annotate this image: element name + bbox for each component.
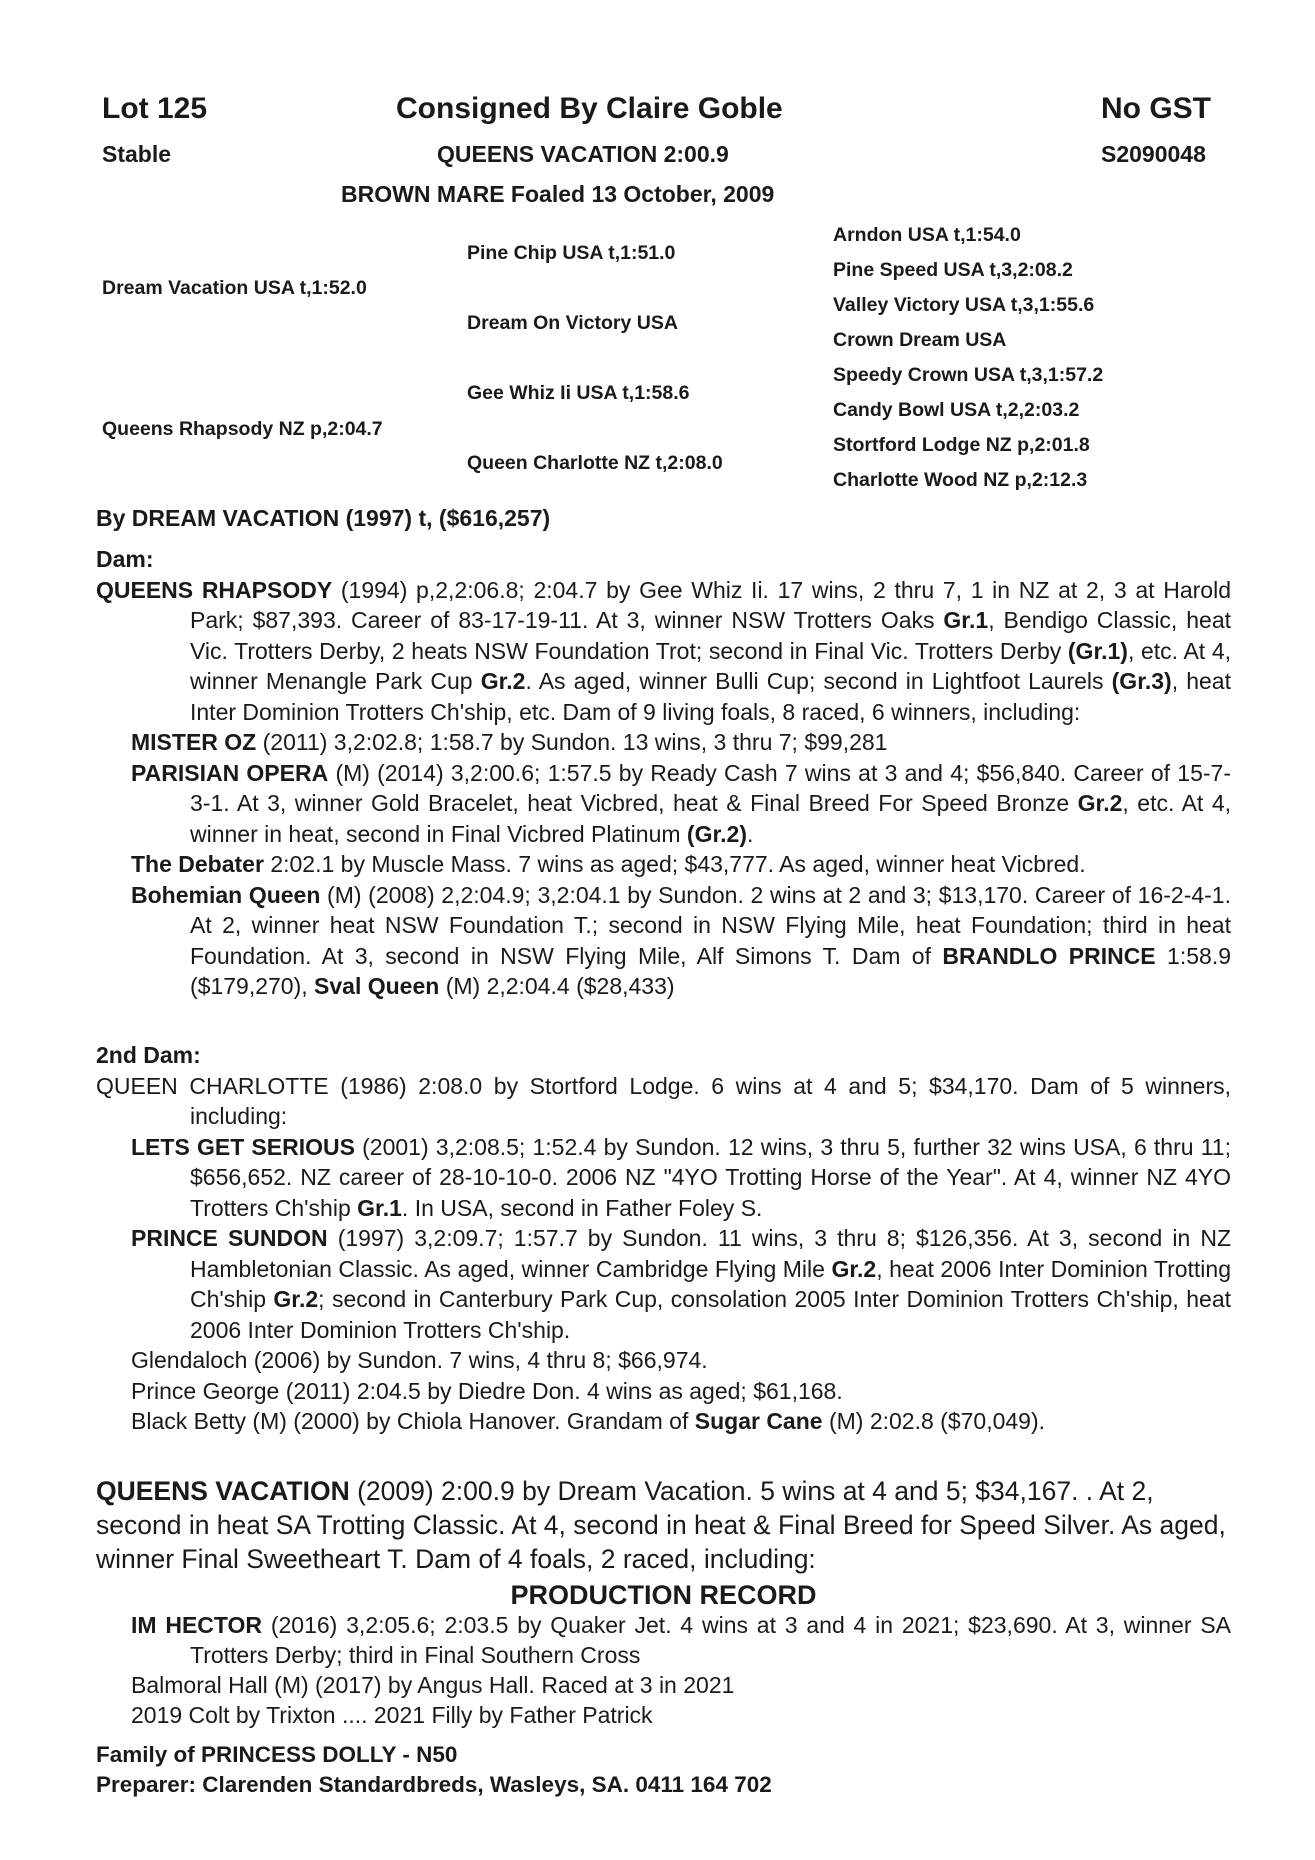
dam-entry: QUEENS RHAPSODY (1994) p,2,2:06.8; 2:04.7 by Gee Whiz Ii. 17 wins, 2 thru 7, 1 in NZ at 2, 3 at Harold Park; $87,393. Career of 83-17-19-11. At 3, winner NSW Trotters Oaks Gr.1, Bendigo Classic, heat Vic. Trotters Derby, 2 heats NSW Foundation Trot; second in Final Vic. Trotters Derby (Gr.1), etc. At 4, winner Menangle Park Cup Gr.2. As aged, winner Bulli Cup; second in Lightfoot Laurels (Gr.3), heat Inter Dominion Trotters Ch'ship, etc. Dam of 9 living foals, 8 raced, 6 winners, including: bbox=[96, 576, 1232, 725]
offspring-entry: MISTER OZ (2011) 3,2:02.8; 1:58.7 by Sundon. 13 wins, 3 thru 7; $99,281 bbox=[131, 729, 888, 755]
production-heading: PRODUCTION RECORD bbox=[510, 1580, 817, 1610]
pedigree-gen3-8: Charlotte Wood NZ p,2:12.3 bbox=[833, 469, 1088, 491]
pedigree-gen3-3: Valley Victory USA t,3,1:55.6 bbox=[833, 294, 1095, 316]
dam-name: QUEENS RHAPSODY bbox=[96, 576, 333, 603]
production-record bbox=[96, 1580, 1231, 1730]
progeny-entry: Black Betty (M) (2000) by Chiola Hanover. Grandam of Sugar Cane (M) 2:02.8 ($70,049). bbox=[131, 1408, 1046, 1434]
pedigree-dam-sire: Gee Whiz Ii USA t,1:58.6 bbox=[467, 382, 690, 404]
second-dam-heading: 2nd Dam: bbox=[96, 1042, 201, 1068]
progeny-entry: LETS GET SERIOUS (2001) 3,2:08.5; 1:52.4 by Sundon. 12 wins, 3 thru 5, further 32 wins USA, 6 thru 11; $656,652. NZ career of 28-10-10-0. 2006 NZ "4YO Trotting Horse of the Year". At 4, winner NZ 4YO Trotters Ch'ship Gr.1. In USA, second in Father Foley S. bbox=[131, 1133, 1231, 1221]
pedigree-gen3-1: Arndon USA t,1:54.0 bbox=[833, 224, 1021, 246]
second-dam-entry: QUEEN CHARLOTTE (1986) 2:08.0 by Stortford Lodge. 6 wins at 4 and 5; $34,170. Dam of 5 winners, including: bbox=[96, 1072, 1231, 1129]
pedigree-gen3-2: Pine Speed USA t,3,2:08.2 bbox=[833, 259, 1073, 281]
pedigree-sire-sire: Pine Chip USA t,1:51.0 bbox=[467, 242, 676, 264]
progeny-entry: Prince George (2011) 2:04.5 by Diedre Don. 4 wins as aged; $61,168. bbox=[131, 1377, 843, 1404]
preparer-line: Preparer: Clarenden Standardbreds, Wasleys, SA. 0411 164 702 bbox=[96, 1772, 772, 1797]
pedigree-gen3-6: Candy Bowl USA t,2,2:03.2 bbox=[833, 399, 1080, 421]
consignor: Consigned By Claire Goble bbox=[396, 92, 783, 125]
offspring-entry: PARISIAN OPERA (M) (2014) 3,2:00.6; 1:57.5 by Ready Cash 7 wins at 3 and 4; $56,840. Career of 15-7-3-1. At 3, winner Gold Bracelet, heat Vicbred, heat & Final Breed For Speed Bronze Gr.2, etc. At 4, winner in heat, second in Final Vicbred Platinum (Gr.2). bbox=[131, 759, 1231, 847]
pedigree-gen3-4: Crown Dream USA bbox=[833, 329, 1007, 351]
reference-code: S2090048 bbox=[1101, 141, 1206, 167]
progeny-entry: PRINCE SUNDON (1997) 3,2:09.7; 1:57.7 by Sundon. 11 wins, 3 thru 8; $126,356. At 3, second in NZ Hambletonian Classic. As aged, winner Cambridge Flying Mile Gr.2, heat 2006 Inter Dominion Trotting Ch'ship Gr.2; second in Canterbury Park Cup, consolation 2005 Inter Dominion Trotters Ch'ship, heat 2006 Inter Dominion Trotters Ch'ship. bbox=[131, 1225, 1232, 1343]
pedigree-sire-dam: Dream On Victory USA bbox=[467, 312, 678, 334]
dam-heading: Dam: bbox=[96, 546, 154, 572]
lot-number: Lot 125 bbox=[102, 92, 208, 125]
subject-name: QUEENS VACATION bbox=[96, 1476, 350, 1506]
offspring-entry: Bohemian Queen (M) (2008) 2,2:04.9; 3,2:04.1 by Sundon. 2 wins at 2 and 3; $13,170. Career of 16-2-4-1. At 2, winner heat NSW Foundation T.; second in NSW Flying Mile, heat Foundation; third in heat Foundation. At 3, second in NSW Flying Mile, Alf Simons T. Dam of BRANDLO PRINCE 1:58.9 ($179,270), Sval Queen (M) 2,2:04.4 ($28,433) bbox=[131, 881, 1231, 999]
sire-by-line: By DREAM VACATION (1997) t, ($616,257) bbox=[96, 505, 551, 531]
pedigree-dam: Queens Rhapsody NZ p,2:04.7 bbox=[102, 418, 383, 440]
production-entry: 2019 Colt by Trixton .... 2021 Filly by Father Patrick bbox=[131, 1702, 653, 1728]
horse-title: QUEENS VACATION 2:00.9 bbox=[437, 141, 729, 167]
pedigree-sire: Dream Vacation USA t,1:52.0 bbox=[102, 277, 367, 299]
second-dam-section bbox=[96, 1040, 1231, 1437]
subject-summary: QUEENS VACATION (2009) 2:00.9 by Dream Vacation. 5 wins at 4 and 5; $34,167. . At 2, second in heat SA Trotting Classic. At 4, second in heat & Final Breed for Speed Silver. As aged, winner Final Sweetheart T. Dam of 4 foals, 2 raced, including: bbox=[96, 1476, 1226, 1574]
horse-description: BROWN MARE Foaled 13 October, 2009 bbox=[341, 181, 775, 207]
production-entry: Balmoral Hall (M) (2017) by Angus Hall. Raced at 3 in 2021 bbox=[131, 1672, 735, 1698]
stable-label: Stable bbox=[102, 141, 172, 167]
gst-status: No GST bbox=[1101, 92, 1211, 125]
dam-section bbox=[96, 544, 1231, 1002]
progeny-entry: Glendaloch (2006) by Sundon. 7 wins, 4 thru 8; $66,974. bbox=[131, 1347, 708, 1373]
offspring-entry: The Debater 2:02.1 by Muscle Mass. 7 wins as aged; $43,777. As aged, winner heat Vicbred. bbox=[131, 851, 1086, 877]
production-entry: IM HECTOR (2016) 3,2:05.6; 2:03.5 by Quaker Jet. 4 wins at 3 and 4 in 2021; $23,690. At 3, winner SA Trotters Derby; third in Final Southern Cross bbox=[131, 1612, 1231, 1668]
pedigree-gen3-7: Stortford Lodge NZ p,2:01.8 bbox=[833, 434, 1090, 456]
pedigree-dam-dam: Queen Charlotte NZ t,2:08.0 bbox=[467, 452, 723, 474]
pedigree-gen3-5: Speedy Crown USA t,3,1:57.2 bbox=[833, 364, 1104, 386]
family-line: Family of PRINCESS DOLLY - N50 bbox=[96, 1742, 458, 1767]
